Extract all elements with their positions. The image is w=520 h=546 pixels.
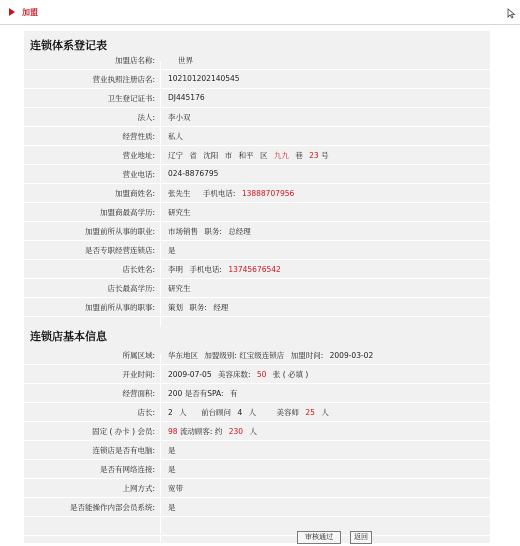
form-row xyxy=(24,50,490,70)
beautician-count: 25 xyxy=(305,408,315,417)
form-row xyxy=(24,383,490,403)
form-row xyxy=(24,126,490,146)
field-label: 加盟前所从事的职业: xyxy=(84,227,155,236)
field-label: 卫生登记证书: xyxy=(107,94,155,103)
form-row-address xyxy=(24,145,490,165)
spa-label: 是否有SPA: xyxy=(184,389,224,398)
house-number: 23 xyxy=(309,151,319,160)
city: 沈阳 xyxy=(203,151,219,160)
field-label: 是否能操作内部会员系统: xyxy=(69,503,155,512)
back-button[interactable]: 返回 xyxy=(350,531,372,544)
form-row xyxy=(24,107,490,127)
form-row xyxy=(24,497,490,517)
form-row xyxy=(24,88,490,108)
field-value: 是 xyxy=(168,446,176,455)
field-label: 经营性质: xyxy=(122,132,155,141)
field-label: 固定 ( 办卡 ) 会员: xyxy=(92,427,155,436)
field-value: 024-8876795 xyxy=(168,169,219,178)
job: 市场销售 xyxy=(168,227,198,236)
field-value: 世界 xyxy=(178,56,193,65)
field-value xyxy=(168,188,294,199)
page-title: 加盟 xyxy=(22,8,38,17)
field-label: 连锁店是否有电脑: xyxy=(92,446,155,455)
field-value: 宽带 xyxy=(168,484,183,493)
field-value xyxy=(168,369,308,380)
role-label: 职务: xyxy=(204,227,222,236)
flow-value: 230 xyxy=(228,427,244,436)
form-row xyxy=(24,164,490,184)
field-value: 李小双 xyxy=(168,113,191,122)
form-row xyxy=(24,183,490,203)
field-label: 经营面积: xyxy=(122,389,155,398)
form-row xyxy=(24,202,490,222)
form-row xyxy=(24,221,490,241)
phone-value: 13888707956 xyxy=(241,189,295,198)
address-value xyxy=(168,150,329,161)
field-label: 加盟商姓名: xyxy=(114,189,155,198)
members-value: 98 xyxy=(168,427,178,436)
field-label: 店长最高学历: xyxy=(107,284,155,293)
time: 2009-03-02 xyxy=(329,351,374,360)
section-title-registration: 连锁体系登记表 xyxy=(30,39,107,52)
unit-text: 张 ( 必填 ) xyxy=(272,370,309,379)
unit-text: 人 xyxy=(249,427,257,436)
field-value: 是 xyxy=(168,465,176,474)
field-label: 加盟商最高学历: xyxy=(99,208,155,217)
district: 和平 xyxy=(238,151,254,160)
province: 辽宁 xyxy=(168,151,183,160)
beautician-label: 美容师 xyxy=(276,408,300,417)
field-value: 是 xyxy=(168,503,176,512)
role-label: 职务: xyxy=(189,303,207,312)
unit-text: 巷 xyxy=(295,151,303,160)
open-date: 2009-07-05 xyxy=(168,370,212,379)
form-row xyxy=(24,478,490,498)
field-label: 营业电话: xyxy=(122,170,155,179)
field-label: 店长姓名: xyxy=(122,265,155,274)
field-value xyxy=(168,388,237,399)
form-row xyxy=(24,440,490,460)
street: 九九 xyxy=(273,151,289,160)
field-value xyxy=(168,226,251,237)
job: 策划 xyxy=(168,303,183,312)
form-row xyxy=(24,402,490,422)
owner-name: 张先生 xyxy=(168,189,191,198)
field-label: 加盟前所从事的职事: xyxy=(84,303,155,312)
manager-name: 李明 xyxy=(168,265,183,274)
section-title-basic-info: 连锁店基本信息 xyxy=(30,330,107,343)
phone-label: 手机电话: xyxy=(202,189,236,198)
field-value xyxy=(168,350,373,361)
unit-text: 人 xyxy=(179,408,187,417)
field-value xyxy=(168,407,329,418)
form-panel xyxy=(24,31,490,543)
form-row xyxy=(24,345,490,365)
field-value: DJ445176 xyxy=(168,93,205,102)
field-label: 店长: xyxy=(137,408,155,417)
unit-text: 号 xyxy=(321,151,329,160)
arrow-icon xyxy=(9,8,15,16)
form-row xyxy=(24,459,490,479)
phone-value: 13745676542 xyxy=(228,265,281,274)
field-label: 是否专职经营连锁店: xyxy=(84,246,155,255)
area: 200 xyxy=(168,389,183,398)
front-count: 4 xyxy=(237,408,243,417)
field-value xyxy=(168,264,281,275)
approve-button[interactable]: 审核通过 xyxy=(297,531,341,544)
unit-text: 人 xyxy=(248,408,257,417)
field-value: 研究生 xyxy=(168,208,191,217)
role: 经理 xyxy=(213,303,229,312)
unit-text: 市 xyxy=(224,151,233,160)
form-row xyxy=(24,421,490,441)
level: 红宝级连锁店 xyxy=(239,351,285,360)
form-row xyxy=(24,364,490,384)
field-value xyxy=(168,302,228,313)
field-value xyxy=(168,426,257,437)
level-label: 加盟级别: xyxy=(204,351,237,360)
unit-text: 人 xyxy=(321,408,329,417)
form-row xyxy=(24,69,490,89)
manager-count: 2 xyxy=(168,408,173,417)
field-value: 私人 xyxy=(168,132,183,141)
field-label: 开业时间: xyxy=(122,370,155,379)
spa-value: 有 xyxy=(229,389,238,398)
field-label: 法人: xyxy=(137,113,155,122)
field-label: 营业地址: xyxy=(122,151,155,160)
field-label: 营业执照注册店名: xyxy=(92,75,155,84)
flow-label: 流动顾客: 约 xyxy=(179,427,223,436)
form-row xyxy=(24,240,490,260)
unit-text: 省 xyxy=(189,151,197,160)
field-value: 是 xyxy=(168,246,176,255)
form-row xyxy=(24,278,490,298)
form-row xyxy=(24,297,490,317)
cursor-icon xyxy=(507,8,516,19)
field-label: 是否有网络连接: xyxy=(99,465,155,474)
field-label: 上网方式: xyxy=(122,484,155,493)
role: 总经理 xyxy=(228,227,251,236)
phone-label: 手机电话: xyxy=(189,265,222,274)
front-label: 前台顾问 xyxy=(201,408,232,417)
beds-label: 美容床数: xyxy=(217,370,251,379)
field-label: 所属区域: xyxy=(122,351,155,360)
time-label: 加盟时间: xyxy=(290,351,324,360)
field-value: 研究生 xyxy=(168,284,191,293)
form-row-empty xyxy=(24,516,490,536)
field-value: 102101202140545 xyxy=(168,74,240,83)
field-label: 加盟店名称: xyxy=(114,56,155,65)
unit-text: 区 xyxy=(259,151,268,160)
region: 华东地区 xyxy=(168,351,198,360)
beds-value: 50 xyxy=(256,370,267,379)
form-row xyxy=(24,259,490,279)
top-bar xyxy=(0,0,520,25)
